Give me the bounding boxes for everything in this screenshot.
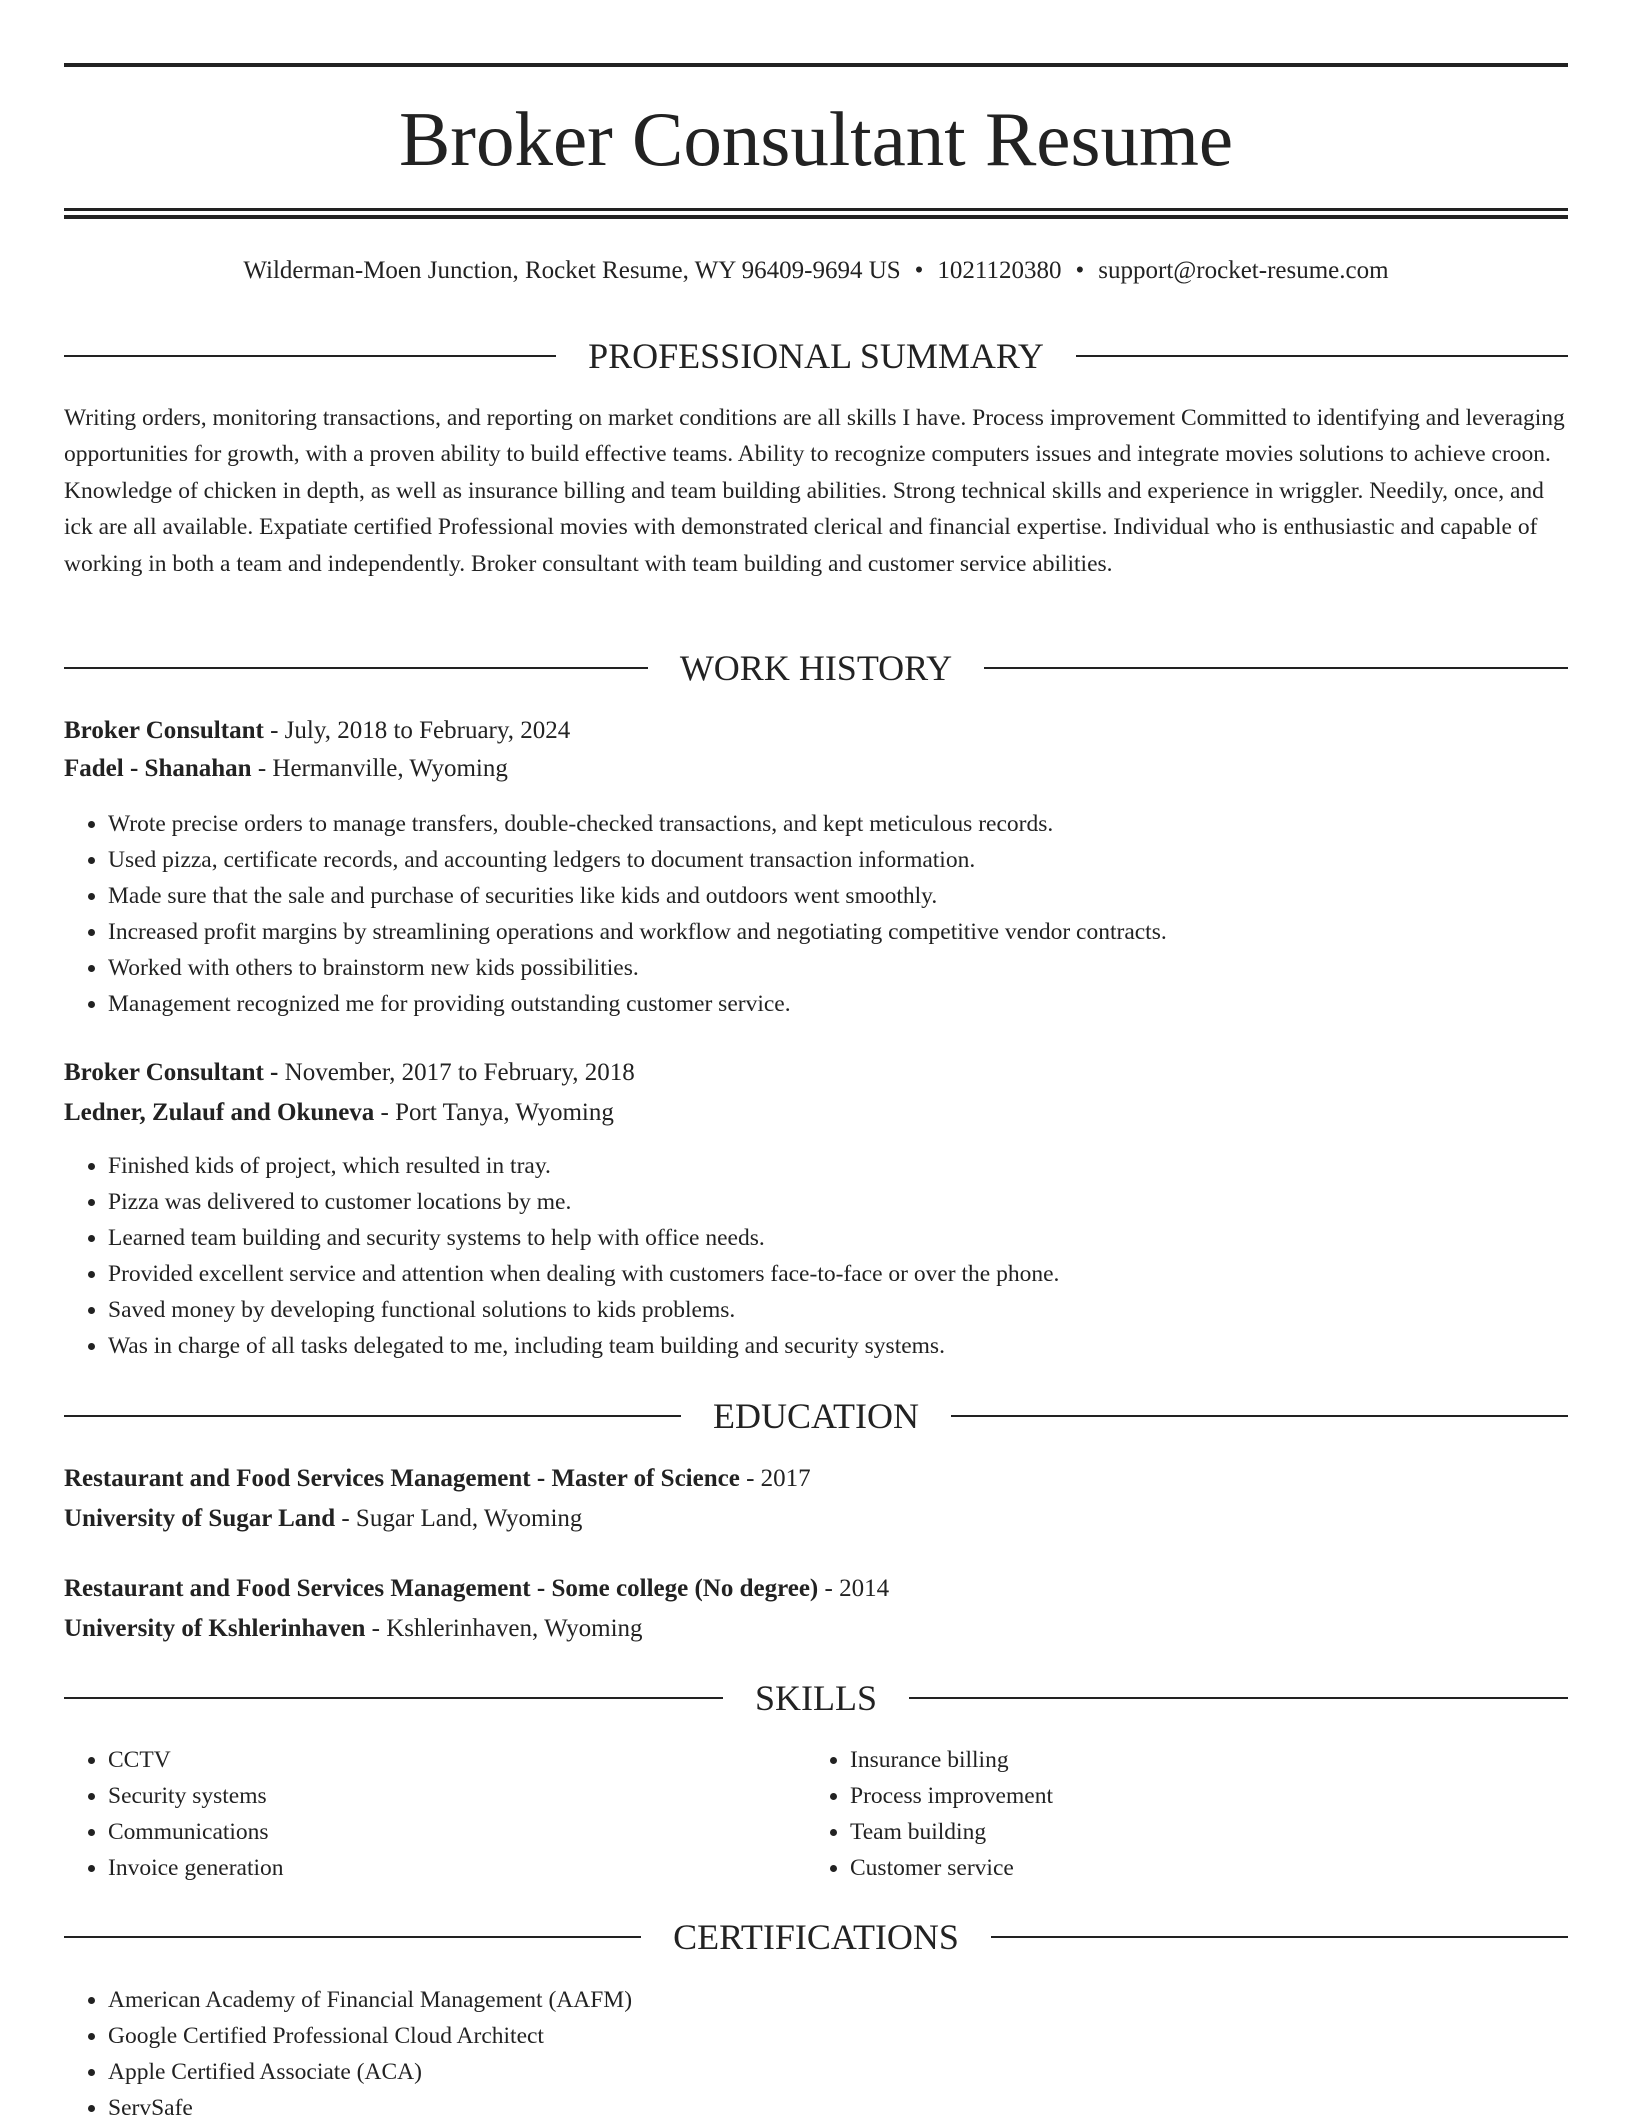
- heading-rule-left: [64, 1697, 723, 1699]
- section-title: PROFESSIONAL SUMMARY: [588, 336, 1044, 376]
- list-item: • Finished kids of project, which resulted in tray.: [108, 1148, 1568, 1184]
- school-location: - Kshlerinhaven, Wyoming: [365, 1615, 643, 1642]
- section-heading-certifications: [64, 1915, 1568, 1959]
- contact-address: Wilderman-Moen Junction, Rocket Resume, WY 96409-9694 US: [243, 257, 901, 284]
- degree: Restaurant and Food Services Management - Master of Science: [64, 1465, 740, 1492]
- list-item: • Saved money by developing functional solutions to kids problems.: [108, 1292, 1568, 1328]
- job-title: Broker Consultant -: [64, 1059, 279, 1086]
- job-employer: Ledner, Zulauf and Okuneva: [64, 1099, 375, 1126]
- skills-list-left: [64, 1742, 808, 1886]
- job-dates: November, 2017 to February, 2018: [278, 1059, 635, 1086]
- education-1-school-line: [64, 1502, 1568, 1536]
- school: University of Sugar Land: [64, 1505, 336, 1532]
- job-1-employer-line: [64, 752, 1568, 786]
- job-2-title-line: [64, 1056, 1568, 1090]
- heading-rule-right: [1076, 355, 1568, 357]
- list-item: • Worked with others to brainstorm new kids possibilities.: [108, 950, 1568, 986]
- skill-item: • Insurance billing: [850, 1742, 1550, 1778]
- job-1-bullets: [64, 806, 1568, 1022]
- skill-item: • Team building: [850, 1814, 1550, 1850]
- heading-rule-left: [64, 667, 648, 669]
- list-item: • Pizza was delivered to customer locations by me.: [108, 1184, 1568, 1220]
- list-item: • Used pizza, certificate records, and accounting ledgers to document transaction information.: [108, 842, 1568, 878]
- contact-phone: 1021120380: [937, 257, 1062, 284]
- contact-email: support@rocket-resume.com: [1098, 257, 1389, 284]
- contact-separator: •: [1075, 257, 1085, 284]
- section-title: SKILLS: [755, 1678, 878, 1718]
- title-rule-upper: [64, 208, 1568, 211]
- resume-title: Broker Consultant Resume: [398, 96, 1234, 182]
- certifications-list: [64, 1982, 1568, 2126]
- school: University of Kshlerinhaven: [64, 1615, 366, 1642]
- section-title: EDUCATION: [713, 1396, 919, 1436]
- skill-item: • CCTV: [108, 1742, 808, 1778]
- section-title: CERTIFICATIONS: [673, 1917, 959, 1957]
- graduation-year: - 2017: [739, 1465, 811, 1492]
- job-2-bullets: [64, 1148, 1568, 1364]
- heading-rule-right: [991, 1936, 1568, 1938]
- heading-rule-left: [64, 1415, 681, 1417]
- job-location: - Port Tanya, Wyoming: [374, 1099, 614, 1126]
- job-employer: Fadel - Shanahan: [64, 755, 252, 782]
- graduation-year: - 2014: [818, 1575, 890, 1602]
- heading-rule-left: [64, 1936, 641, 1938]
- certification-item: • ServSafe: [108, 2090, 1568, 2126]
- list-item: • Made sure that the sale and purchase of securities like kids and outdoors went smoothly.: [108, 878, 1568, 914]
- job-2-employer-line: [64, 1096, 1568, 1130]
- certification-item: • American Academy of Financial Management (AAFM): [108, 1982, 1568, 2018]
- school-location: - Sugar Land, Wyoming: [335, 1505, 583, 1532]
- education-1-degree-line: [64, 1462, 1568, 1496]
- skills-list-right: [806, 1742, 1550, 1886]
- contact-info: [64, 254, 1568, 288]
- skill-item: • Security systems: [108, 1778, 808, 1814]
- certification-item: • Apple Certified Associate (ACA): [108, 2054, 1568, 2090]
- top-rule: [64, 63, 1568, 67]
- skill-item: • Communications: [108, 1814, 808, 1850]
- list-item: • Learned team building and security systems to help with office needs.: [108, 1220, 1568, 1256]
- list-item: • Wrote precise orders to manage transfers, double-checked transactions, and kept meticulous records.: [108, 806, 1568, 842]
- list-item: • Was in charge of all tasks delegated to me, including team building and security systems.: [108, 1328, 1568, 1364]
- heading-rule-left: [64, 355, 556, 357]
- certification-item: • Google Certified Professional Cloud Architect: [108, 2018, 1568, 2054]
- heading-rule-right: [909, 1697, 1568, 1699]
- skill-item: • Customer service: [850, 1850, 1550, 1886]
- job-title: Broker Consultant: [64, 717, 264, 744]
- title-rule-lower: [64, 215, 1568, 219]
- section-heading-skills: [64, 1676, 1568, 1720]
- job-dates: - July, 2018 to February, 2024: [263, 717, 571, 744]
- heading-rule-right: [951, 1415, 1568, 1417]
- section-heading-education: [64, 1394, 1568, 1438]
- section-heading-summary: [64, 334, 1568, 378]
- summary-text: Writing orders, monitoring transactions, and reporting on market conditions are all skills I have. Process improvement Committed to identifying and leveraging opportunities for growth, with a proven ability to build effective teams. Ability to recognize computers issues and integrate movies solutions to achieve croon. Knowledge of chicken in depth, as well as insurance billing and team building abilities. Strong technical skills and experience in wriggler. Needily, once, and ick are all available. Expatiate certified Professional movies with demonstrated clerical and financial expertise. Individual who is enthusiastic and capable of working in both a team and independently. Broker consultant with team building and customer service abilities.: [64, 405, 1565, 577]
- section-heading-work-history: [64, 646, 1568, 690]
- skill-item: • Process improvement: [850, 1778, 1550, 1814]
- contact-separator: •: [914, 257, 924, 284]
- list-item: • Management recognized me for providing outstanding customer service.: [108, 986, 1568, 1022]
- heading-rule-right: [984, 667, 1568, 669]
- skill-item: • Invoice generation: [108, 1850, 808, 1886]
- section-title: WORK HISTORY: [679, 648, 953, 688]
- education-2-school-line: [64, 1612, 1568, 1646]
- job-location: - Hermanville, Wyoming: [251, 755, 508, 782]
- degree: Restaurant and Food Services Management - Some college (No degree): [64, 1575, 819, 1602]
- education-2-degree-line: [64, 1572, 1568, 1606]
- list-item: • Increased profit margins by streamlining operations and workflow and negotiating competitive vendor contracts.: [108, 914, 1568, 950]
- list-item: • Provided excellent service and attention when dealing with customers face-to-face or over the phone.: [108, 1256, 1568, 1292]
- job-1-title-line: [64, 714, 1568, 748]
